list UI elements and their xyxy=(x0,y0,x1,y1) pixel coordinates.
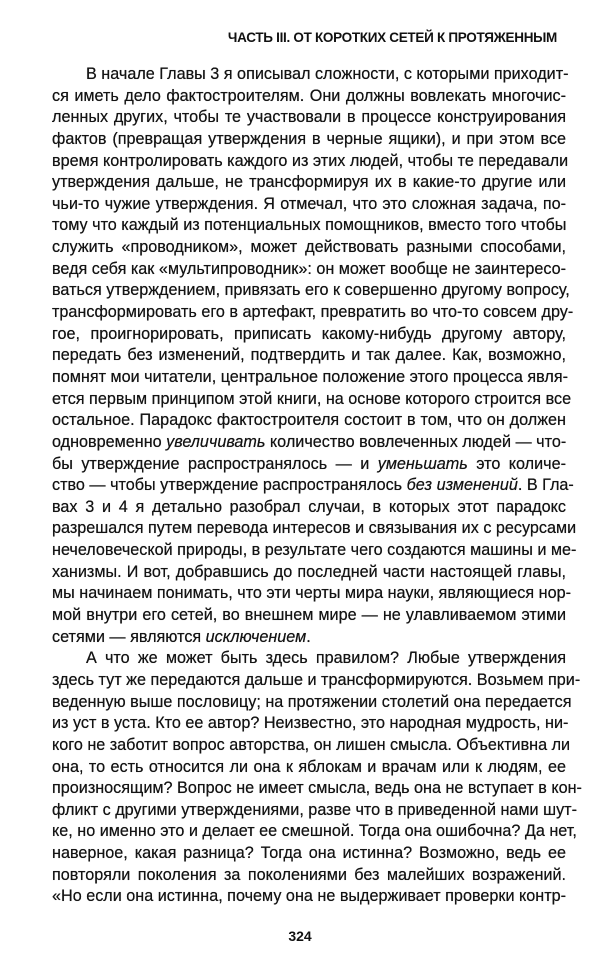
text-line xyxy=(52,627,566,649)
text-line xyxy=(52,410,566,432)
text-line xyxy=(52,518,577,540)
text-segment: одновременно xyxy=(52,432,167,451)
running-header: ЧАСТЬ III. ОТ КОРОТКИХ СЕТЕЙ К ПРОТЯЖЕННЫМ xyxy=(227,30,557,45)
text-line xyxy=(52,648,566,670)
text-line xyxy=(52,713,569,735)
text-segment: ваться утверждением, привязать его к совершенно другому вопросу, xyxy=(52,281,570,300)
text-segment: ся иметь дело фактостроителям. Они должны вовлекать многочис- xyxy=(52,86,566,105)
text-segment: она, то есть относится ли она к яблокам и врачам или к людям, ее xyxy=(52,757,566,776)
text-segment: . В Гла- xyxy=(517,476,574,495)
text-line xyxy=(52,540,577,562)
page-number: 324 xyxy=(288,928,312,944)
text-line xyxy=(52,345,566,367)
text-line xyxy=(52,865,566,887)
text-segment: утверждения дальше, не трансформируя их в какие-то другие или xyxy=(52,173,566,192)
text-line xyxy=(52,194,566,216)
text-segment: . xyxy=(306,627,311,646)
text-segment: В начале Главы 3 я описывал сложности, с которыми приходит- xyxy=(86,65,569,83)
text-line xyxy=(52,259,566,281)
text-line xyxy=(52,367,566,389)
emphasis-text: уменьшать xyxy=(377,454,468,473)
text-line xyxy=(52,497,566,519)
text-segment: ленных других, чтобы те участвовали в процессе конструирования xyxy=(52,108,566,127)
text-line xyxy=(52,237,566,259)
text-line xyxy=(52,324,566,346)
text-line xyxy=(52,778,582,800)
text-segment: ство — чтобы утверждение распространялось xyxy=(52,476,407,495)
text-segment: ханизмы. И вот, добравшись до последней части настоящей главы, xyxy=(52,562,566,581)
text-segment: гое, проигнорировать, приписать какому-нибудь другому автору, xyxy=(52,324,566,343)
text-line xyxy=(52,454,566,476)
text-segment: ется первым принципом этой книги, на основе которого строится все xyxy=(52,389,572,408)
text-segment: из уст в уста. Кто ее автор? Неизвестно, это народная мудрость, ни- xyxy=(52,714,569,733)
text-line xyxy=(52,107,566,129)
emphasis-text: без изменений xyxy=(406,476,518,495)
text-line xyxy=(52,302,574,324)
text-segment: чьи-то чужие утверждения. Я отмечал, что это сложная задача, по- xyxy=(52,194,566,213)
text-segment: служить «проводником», может действовать разными способами, xyxy=(52,238,566,257)
text-segment: наверное, какая разница? Тогда она истинна? Возможно, ведь ее xyxy=(52,844,566,863)
text-segment: разрешался путем перевода интересов и связывания их с ресурсами xyxy=(52,519,577,538)
text-segment: здесь тут же передаются дальше и трансформируются. Возьмем при- xyxy=(52,670,581,689)
text-segment: вах 3 и 4 я детально разобрал случаи, в которых этот парадокс xyxy=(52,497,566,516)
text-segment: трансформировать его в артефакт, превратить во что-то совсем дру- xyxy=(52,303,574,322)
emphasis-text: увеличивать xyxy=(166,432,266,451)
text-line xyxy=(52,843,566,865)
text-line xyxy=(52,562,566,584)
text-segment: А что же может быть здесь правилом? Любые утверждения xyxy=(86,649,566,668)
text-line xyxy=(52,583,571,605)
text-segment: фликт с другими утверждениями, разве что в приведенной нами шут- xyxy=(52,800,577,819)
text-segment: остальное. Парадокс фактостроителя состоит в том, что он должен xyxy=(52,411,566,430)
text-segment: это количе- xyxy=(467,454,567,473)
text-line xyxy=(52,735,571,757)
text-line xyxy=(52,670,581,692)
text-line xyxy=(52,64,569,86)
text-line xyxy=(52,280,570,302)
text-line xyxy=(52,172,566,194)
text-segment: сетями — являются xyxy=(52,627,206,646)
text-segment: нечеловеческой природы, в результате чего создаются машины и ме- xyxy=(52,541,577,560)
text-segment: мы начинаем понимать, что эти черты мира науки, являющиеся нор- xyxy=(52,584,571,603)
text-segment: «Но если она истинна, почему она не выдерживает проверки контр- xyxy=(52,887,566,906)
emphasis-text: исключением xyxy=(205,627,307,646)
text-segment: повторяли поколения за поколениями без малейших возражений. xyxy=(52,865,566,884)
text-segment: кого не заботит вопрос авторства, он лишен смысла. Объективна ли xyxy=(52,735,571,754)
text-line xyxy=(52,215,566,237)
text-line xyxy=(52,389,572,411)
text-segment: время контролировать каждого из этих людей, чтобы те передавали xyxy=(52,151,569,170)
text-segment: произносящим? Вопрос не имеет смысла, ведь она не вступает в кон- xyxy=(52,779,582,798)
text-segment: передать без изменений, подтвердить и так далее. Как, возможно, xyxy=(52,346,566,365)
text-line xyxy=(52,821,577,843)
text-line xyxy=(52,692,572,714)
text-line xyxy=(52,432,566,454)
text-segment: количество вовлеченных людей — что- xyxy=(265,432,567,451)
text-line xyxy=(52,757,566,779)
text-segment: тому что каждый из потенциальных помощников, вместо того чтобы xyxy=(52,216,567,235)
text-line xyxy=(52,800,577,822)
text-line xyxy=(52,86,566,108)
text-segment: ведя себя как «мультипроводник»: он может вообще не заинтересо- xyxy=(52,259,567,278)
text-segment: помнят мои читатели, центральное положение этого процесса явля- xyxy=(52,367,568,386)
text-segment: мой внутри его сетей, во внешнем мире — не улавливаемом этими xyxy=(52,606,566,625)
body-text xyxy=(52,64,582,908)
text-segment: фактов (превращая утверждения в черные ящики), и при этом все xyxy=(52,129,566,148)
text-segment: веденную выше пословицу; на протяжении столетий она передается xyxy=(52,692,572,711)
text-line xyxy=(52,605,566,627)
text-segment: ке, но именно это и делает ее смешной. Тогда она ошибочна? Да нет, xyxy=(52,822,577,841)
text-segment: бы утверждение распространялось — и xyxy=(52,454,378,473)
text-line xyxy=(52,151,569,173)
text-line xyxy=(52,886,566,908)
text-line xyxy=(52,129,566,151)
text-line xyxy=(52,475,574,497)
